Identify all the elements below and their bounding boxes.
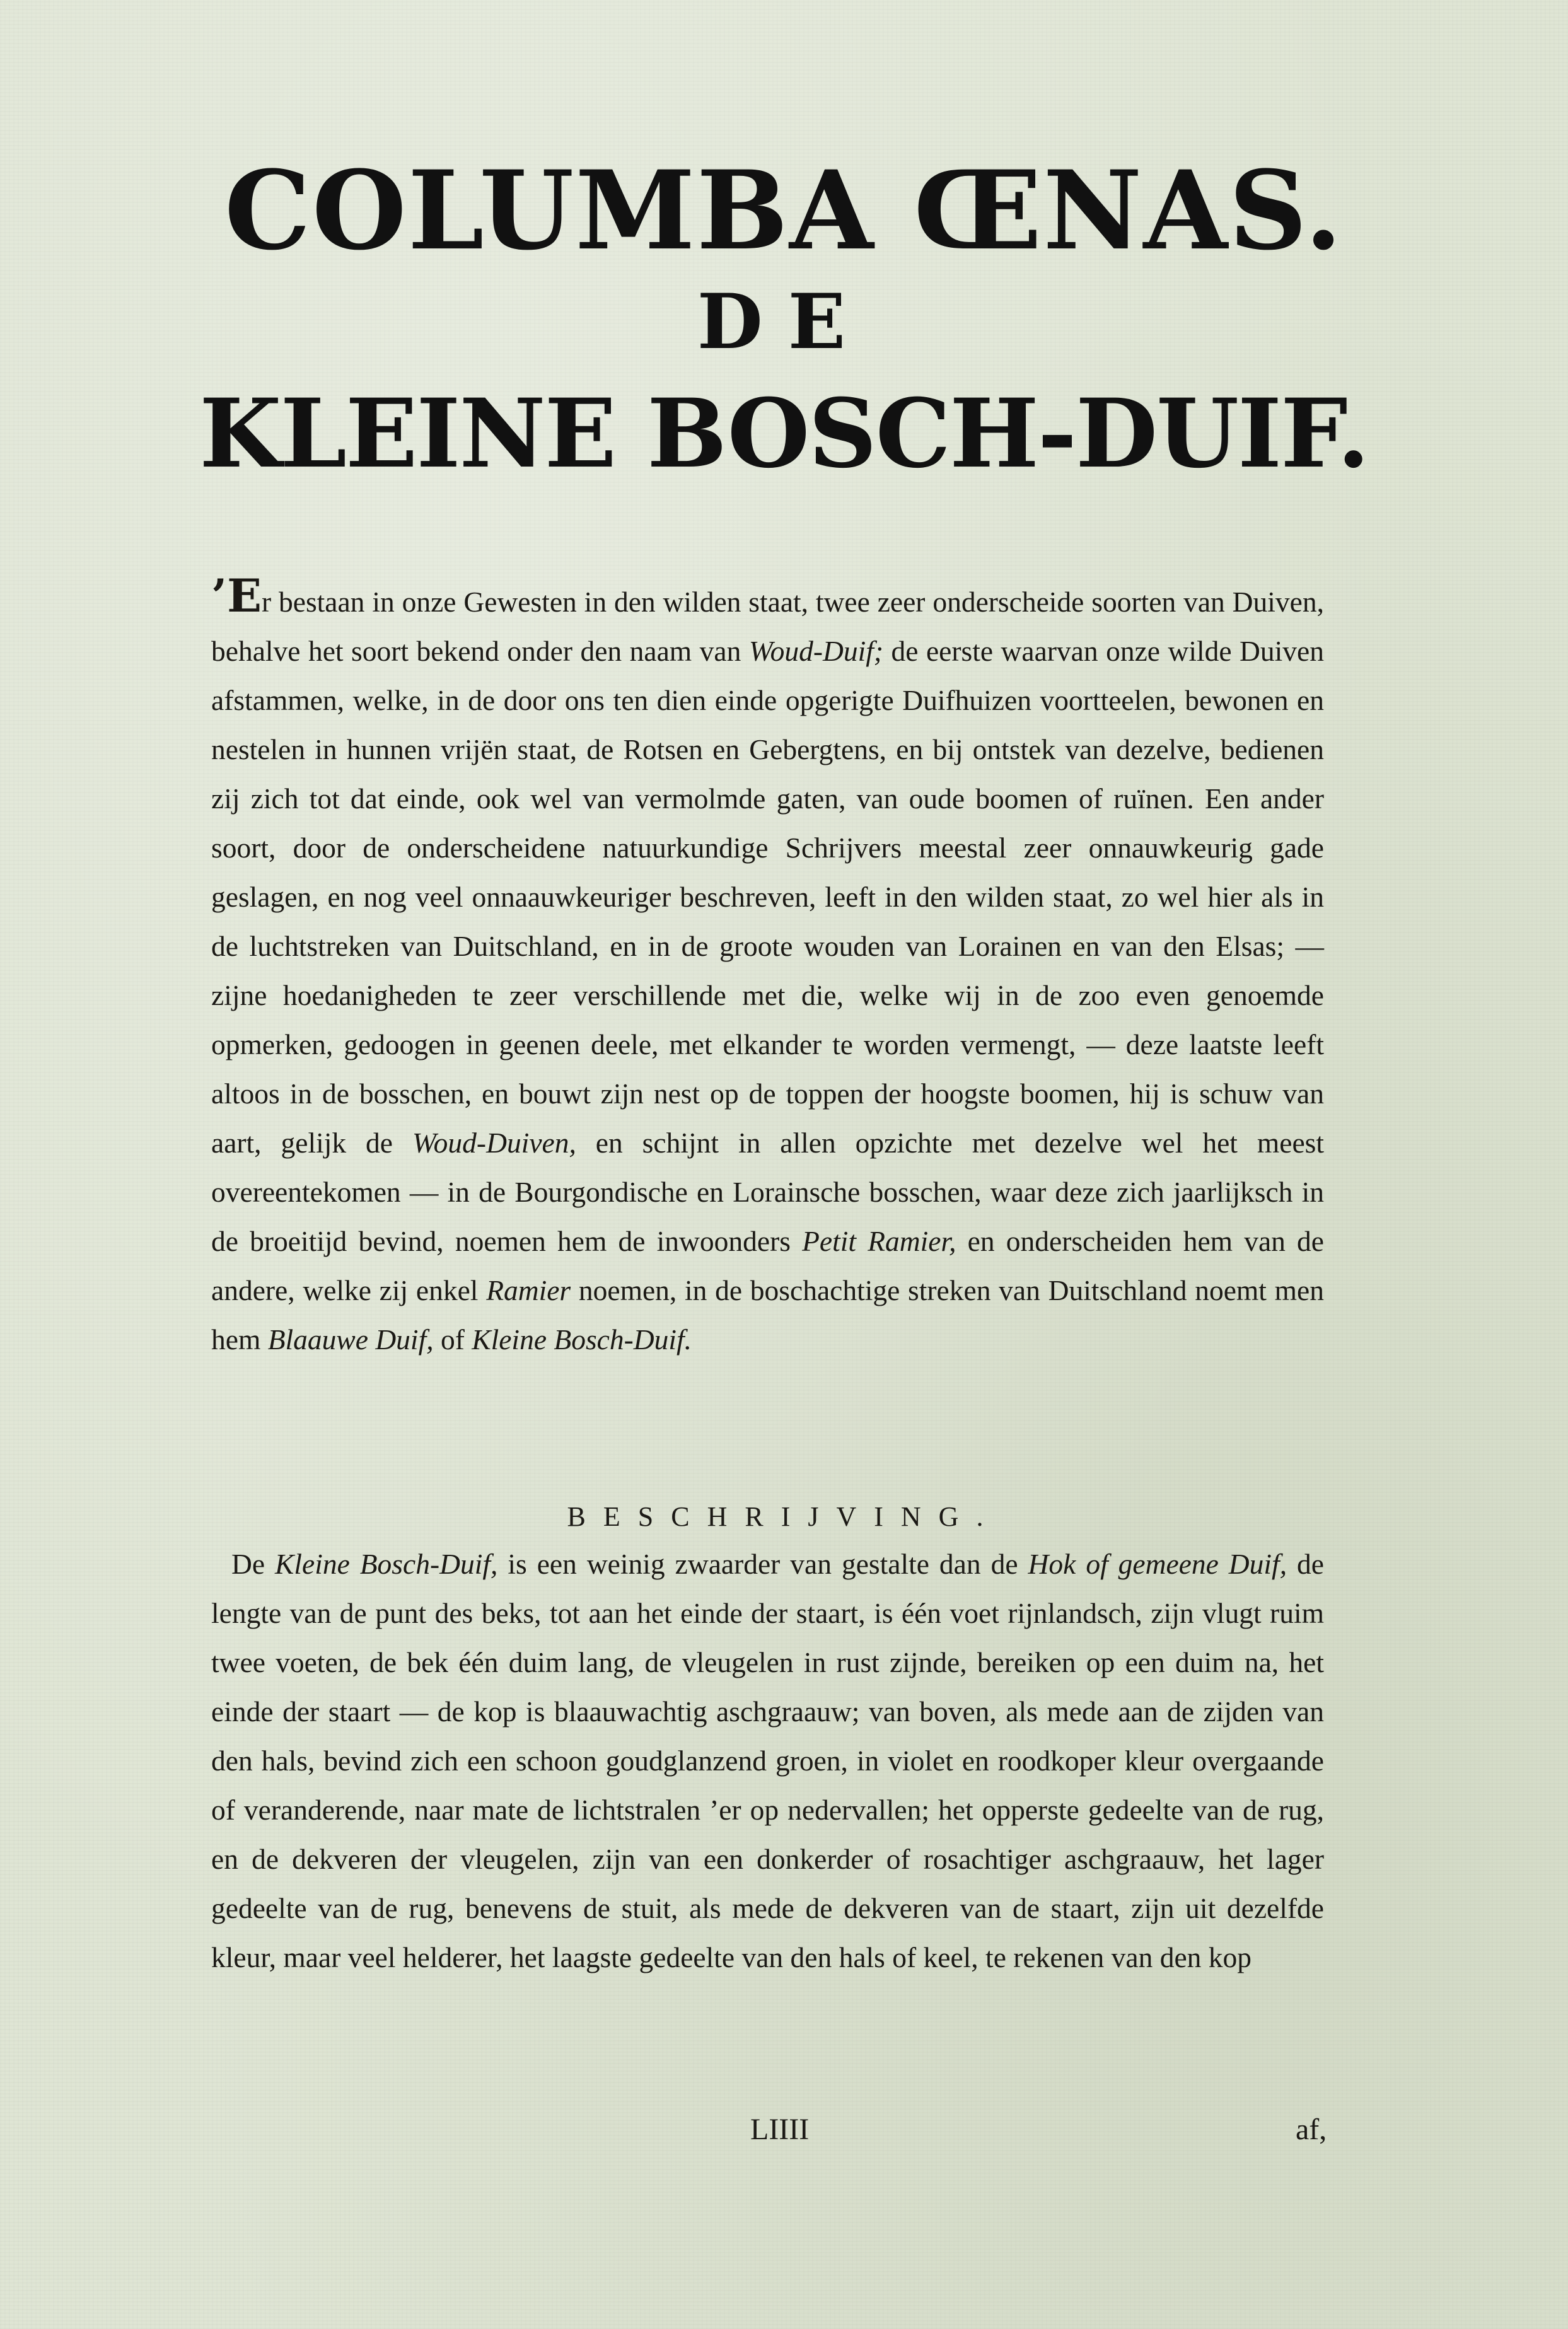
intro-text-5: noemen, in de boschachtige streken van Duitschland noemt men hem	[211, 1274, 1324, 1356]
desc-italic-1: Kleine Bosch-Duif,	[275, 1548, 498, 1580]
intro-text-4: en onderscheiden hem van de andere, welke zij enkel	[211, 1225, 1324, 1306]
intro-italic-2: Woud-Duiven,	[412, 1127, 576, 1159]
intro-italic-3: Petit Ramier,	[802, 1225, 956, 1257]
intro-text-3: en schijnt in allen opzichte met dezelve wel het meest overeentekomen — in de Bourgondische en Lorainsche bosschen, waar deze zich jaarlijksch in de broeitijd bevind, noemen hem de inwoonders	[211, 1127, 1325, 1257]
intro-paragraph	[211, 569, 1325, 1364]
intro-text-6: of	[433, 1323, 472, 1356]
desc-text-2: is een weinig zwaarder van gestalte dan de	[497, 1548, 1028, 1580]
intro-text-2: de eerste waarvan onze wilde Duiven afstammen, welke, in de door ons ten dien einde opgerigte Duifhuizen voortteelen, bewonen en nestelen in hunnen vrijën staat, de Rotsen en Gebergtens, en bij ontstek van dezelve, bedienen zij zich tot dat einde, ook wel van vermolmde gaten, van oude boomen of ruïnen. Een ander soort, door de onderscheidene natuurkundige Schrijvers meestal zeer onnauwkeurig gade geslagen, en nog veel onnaauwkeuriger beschreven, leeft in den wilden staat, zo wel hier als in de luchtstreken van Duitschland, en in de groote wouden van Lorainen en van den Elsas; — zijne hoedanigheden te zeer verschillende met die, welke wij in de zoo even genoemde opmerken, gedoogen in geenen deele, met elkander te worden vermengt, — deze laatste leeft altoos in de bosschen, en bouwt zijn nest op de toppen der hoogste boomen, hij is schuw van aart, gelijk de	[211, 635, 1324, 1159]
section-heading: BESCHRIJVING.	[567, 1501, 1001, 1532]
intro-italic-4: Ramier	[486, 1274, 571, 1306]
desc-italic-2: Hok of gemeene Duif,	[1028, 1548, 1287, 1580]
catchword: af,	[1296, 2113, 1327, 2146]
intro-italic-1: Woud-Duif;	[748, 635, 884, 667]
desc-text-1: De	[231, 1548, 276, 1580]
desc-text-3: de lengte van de punt des beks, tot aan het einde der staart, is één voet rijnlandsch, zijn vlugt ruim twee voeten, de bek één duim lang, de vleugelen in rust zijnde, bereiken op een duim na, het einde der staart — de kop is blaauwachtig aschgraauw; van boven, als mede aan de zijden van den hals, bevind zich een schoon goudglanzend groen, in violet en roodkoper kleur overgaande of veranderende, naar mate de lichtstralen ’er op nedervallen; het opperste gedeelte van de rug, en de dekveren der vleugelen, zijn van een donkerder of rosachtiger aschgraauw, het lager gedeelte van de rug, benevens de stuit, als mede de dekveren van de staart, zijn uit dezelfde kleur, maar veel helderer, het laagste gedeelte van den hals of keel, te rekenen van den kop	[211, 1548, 1325, 1973]
description-paragraph	[211, 1540, 1324, 1982]
title-latin-name: COLUMBA ŒNAS.	[224, 146, 1344, 274]
title-dutch-name: KLEINE BOSCH-DUIF.	[199, 378, 1369, 489]
intro-italic-6: Kleine Bosch-Duif.	[472, 1323, 692, 1356]
title-article: DE	[697, 277, 871, 366]
intro-text-1: r bestaan in onze Gewesten in den wilden staat, twee zeer onderscheide soorten van Duiven, behalve het soort bekend onder den naam van	[211, 586, 1324, 667]
intro-italic-5: Blaauwe Duif,	[267, 1323, 434, 1356]
drop-cap: ’E	[211, 569, 262, 622]
signature-mark: LIIII	[750, 2113, 810, 2146]
